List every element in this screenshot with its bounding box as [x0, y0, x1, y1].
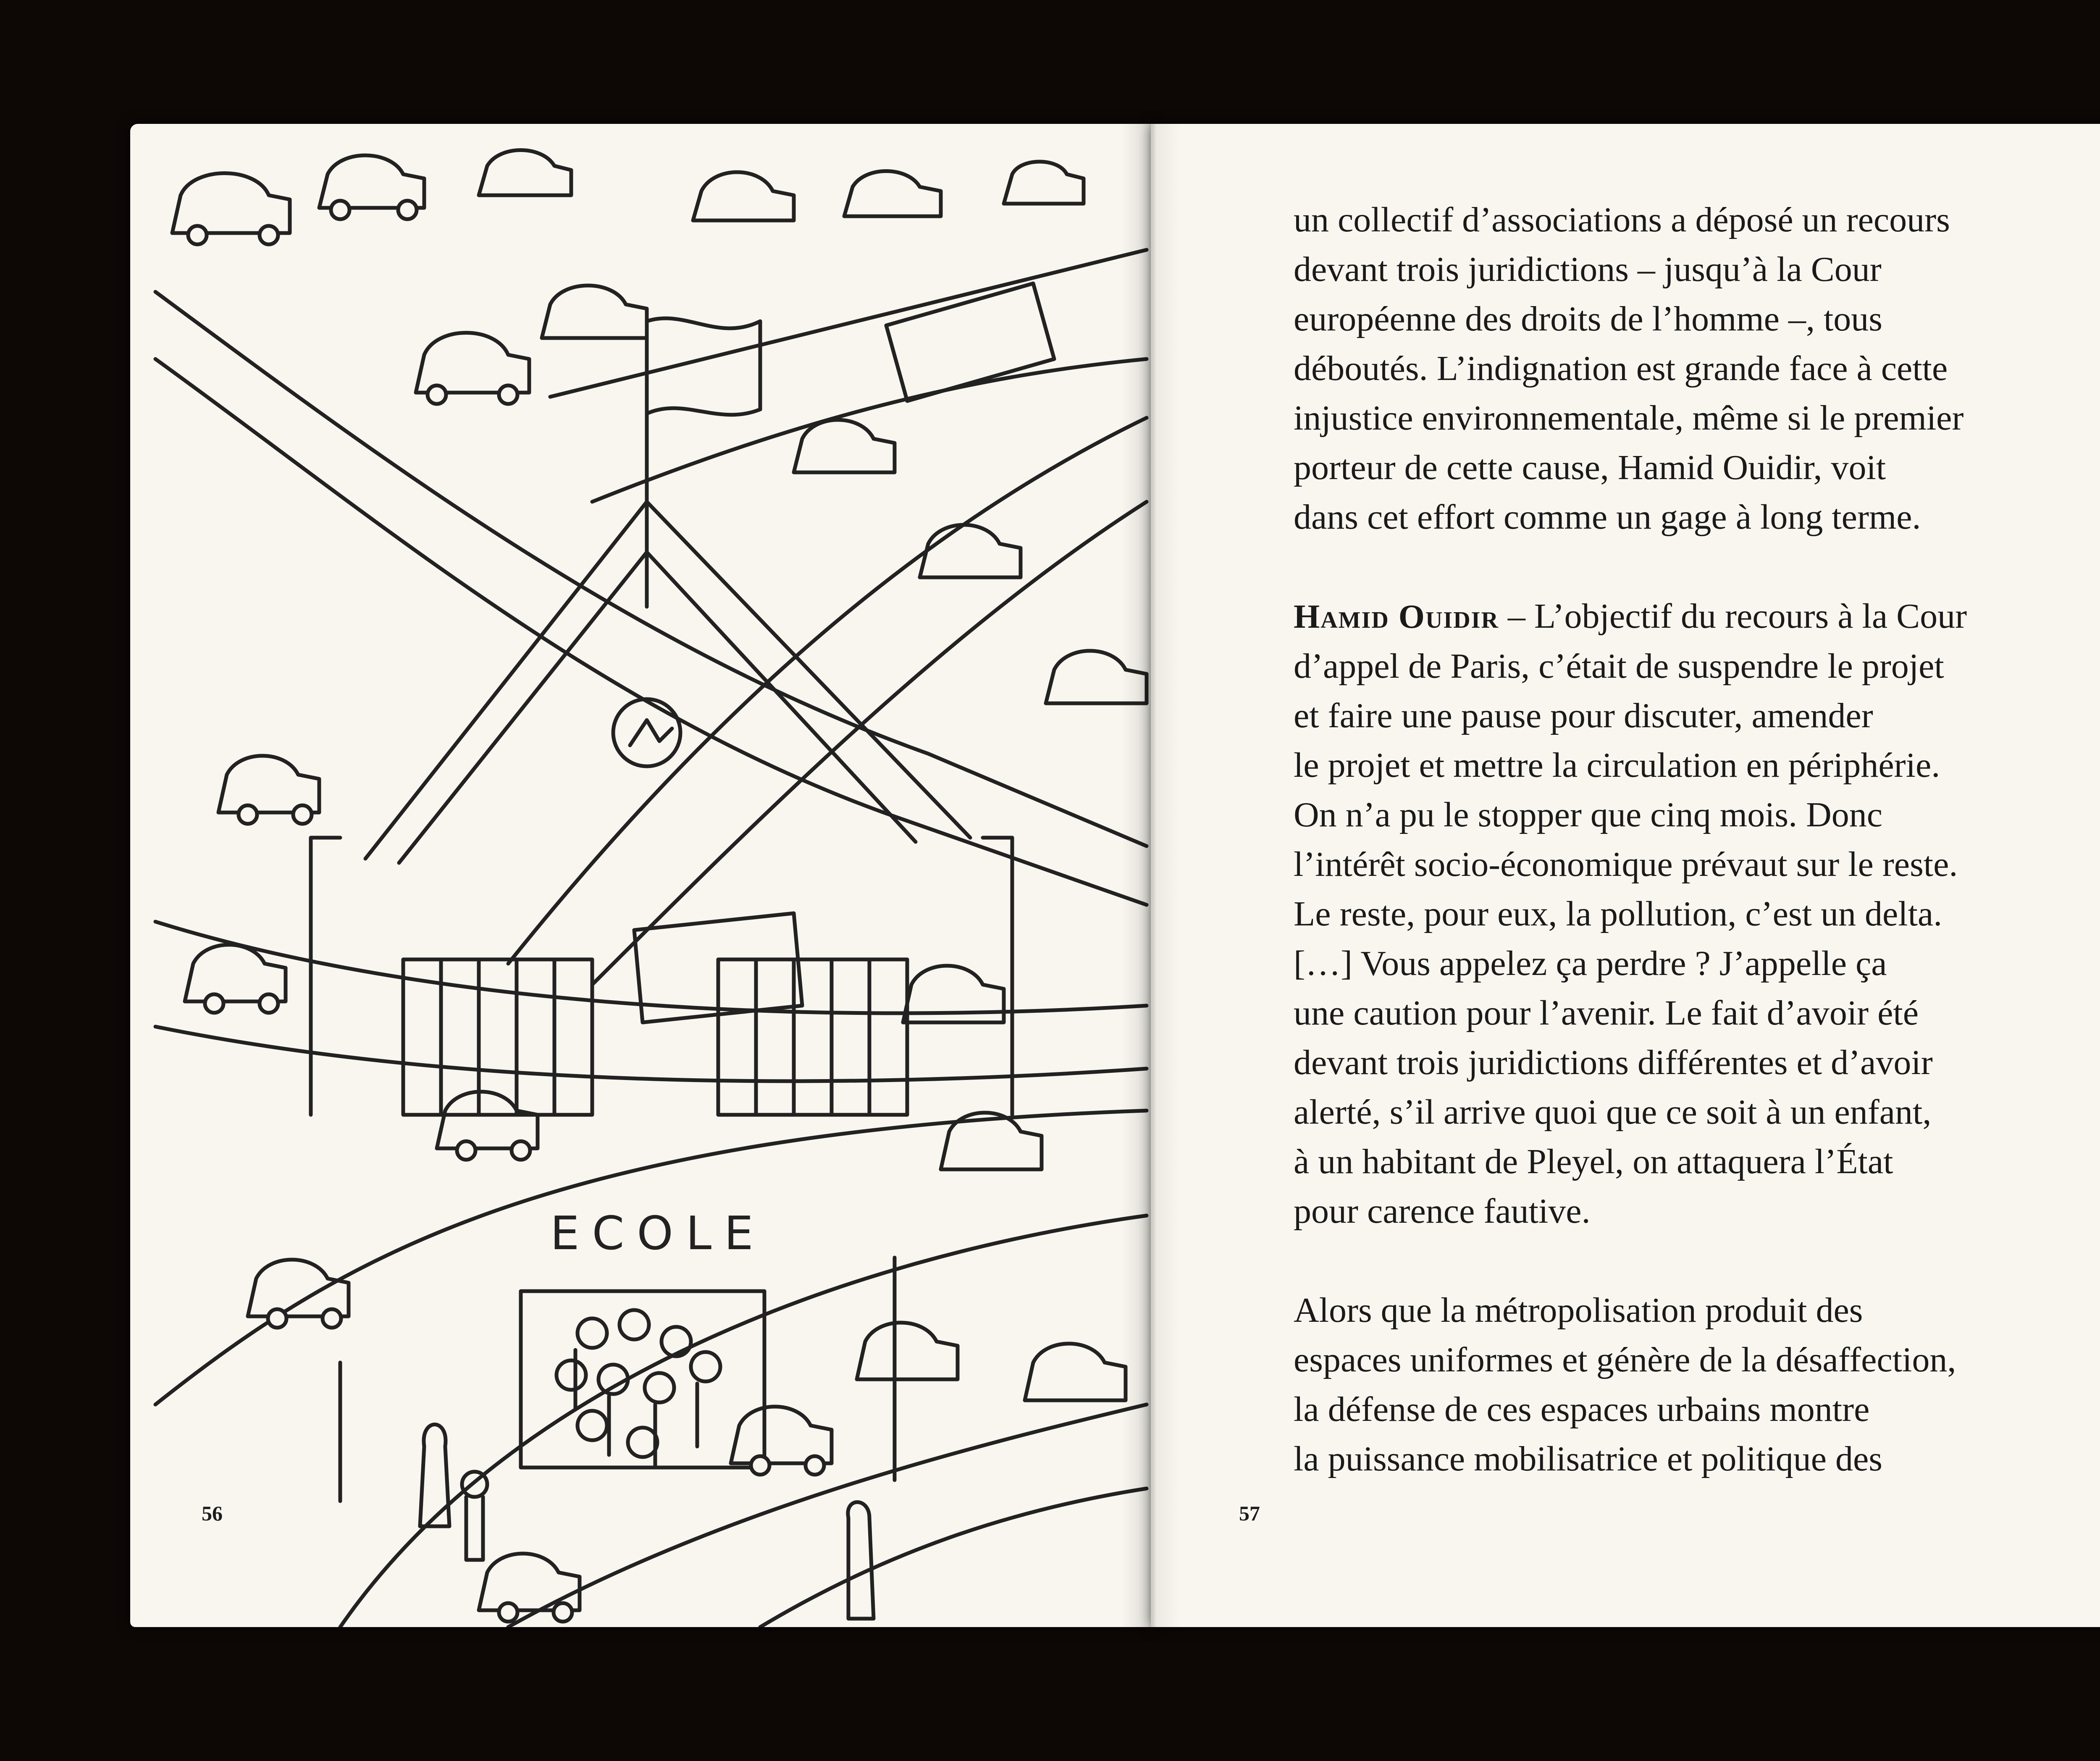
text-line: et faire une pause pour discuter, amender — [1294, 696, 1873, 735]
body-text — [1294, 195, 2092, 1484]
paragraph-2 — [1294, 592, 2092, 1236]
left-page — [130, 124, 1151, 1627]
text-line: le projet et mettre la circulation en périphérie. — [1294, 746, 1940, 785]
text-line: une caution pour l’avenir. Le fait d’avoir été — [1294, 993, 1919, 1032]
text-line: devant trois juridictions – jusqu’à la Cour — [1294, 250, 1882, 289]
text-line: porteur de cette cause, Hamid Ouidir, voit — [1294, 448, 1886, 487]
text-line: injustice environnementale, même si le premier — [1294, 398, 1964, 438]
text-line: la puissance mobilisatrice et politique des — [1294, 1439, 1882, 1478]
text-line: la défense de ces espaces urbains montre — [1294, 1390, 1870, 1429]
text-line: d’appel de Paris, c’était de suspendre le projet — [1294, 647, 1944, 686]
text-line: Le reste, pour eux, la pollution, c’est un delta. — [1294, 894, 1942, 933]
text-line: dans cet effort comme un gage à long terme. — [1294, 498, 1921, 537]
text-line: l’intérêt socio-économique prévaut sur le reste. — [1294, 845, 1958, 884]
school-traffic-drawing-icon — [130, 124, 1151, 1627]
text-line: européenne des droits de l’homme –, tous — [1294, 299, 1882, 338]
text-line: espaces uniformes et génère de la désaffection, — [1294, 1340, 1956, 1379]
text-line — [1294, 592, 2092, 642]
text-line: On n’a pu le stopper que cinq mois. Donc — [1294, 795, 1883, 834]
text-line: un collectif d’associations a déposé un recours — [1294, 200, 1950, 239]
text-line-fragment: – L’objectif du recours à la Cour — [1499, 597, 1967, 636]
text-line: […] Vous appelez ça perdre ? J’appelle ça — [1294, 944, 1887, 983]
speaker-name: Hamid Ouidir — [1294, 598, 1499, 635]
text-line: déboutés. L’indignation est grande face à cette — [1294, 349, 1948, 388]
text-line: pour carence fautive. — [1294, 1192, 1591, 1231]
text-line: alerté, s’il arrive quoi que ce soit à un enfant, — [1294, 1093, 1932, 1132]
open-book — [130, 124, 2100, 1627]
page-number-right: 57 — [1239, 1502, 1260, 1525]
paragraph-3 — [1294, 1286, 2092, 1484]
text-line: devant trois juridictions différentes et d’avoir — [1294, 1043, 1933, 1082]
text-line: à un habitant de Pleyel, on attaquera l’État — [1294, 1142, 1893, 1181]
paragraph-1 — [1294, 195, 2092, 542]
ecole-sign: ECOLE — [550, 1206, 766, 1260]
text-line: Alors que la métropolisation produit des — [1294, 1291, 1863, 1330]
page-number-left: 56 — [202, 1502, 223, 1525]
